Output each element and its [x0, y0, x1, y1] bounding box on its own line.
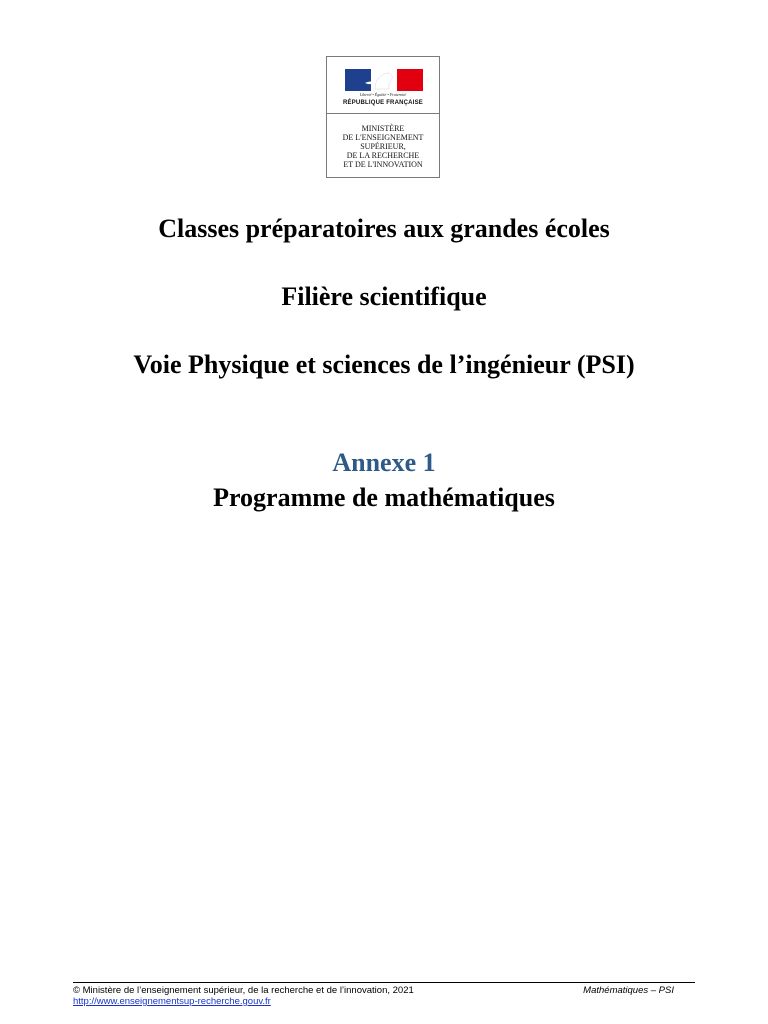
ministry-line: DE LA RECHERCHE	[346, 151, 420, 160]
footer-copyright: © Ministère de l’enseignement supérieur, de la recherche et de l’innovation, 2021	[73, 985, 414, 996]
title-filiere: Filière scientifique	[281, 282, 487, 311]
annex-label: Annexe 1	[332, 448, 436, 477]
ministry-line: SUPÉRIEUR,	[360, 142, 406, 151]
title-voie: Voie Physique et sciences de l’ingénieur (PSI)	[133, 350, 635, 379]
republic-name: RÉPUBLIQUE FRANÇAISE	[342, 100, 423, 106]
ministry-name	[327, 124, 439, 169]
ministry-line: DE L'ENSEIGNEMENT	[342, 133, 424, 142]
footer-subject: Mathématiques – PSI	[583, 985, 674, 996]
ministry-line: MINISTÈRE	[361, 124, 405, 133]
marianne-flag-icon	[345, 69, 423, 91]
republic-motto: Liberté • Égalité • Fraternité	[359, 92, 407, 97]
program-title: Programme de mathématiques	[213, 483, 555, 512]
ministry-logo	[326, 56, 440, 178]
title-classes-preparatoires: Classes préparatoires aux grandes écoles	[158, 214, 610, 243]
footer-website-link[interactable]: http://www.enseignementsup-recherche.gouv.fr	[73, 996, 271, 1007]
marianne-block	[327, 57, 439, 114]
footer-divider	[73, 982, 695, 983]
ministry-line: ET DE L'INNOVATION	[343, 160, 423, 169]
